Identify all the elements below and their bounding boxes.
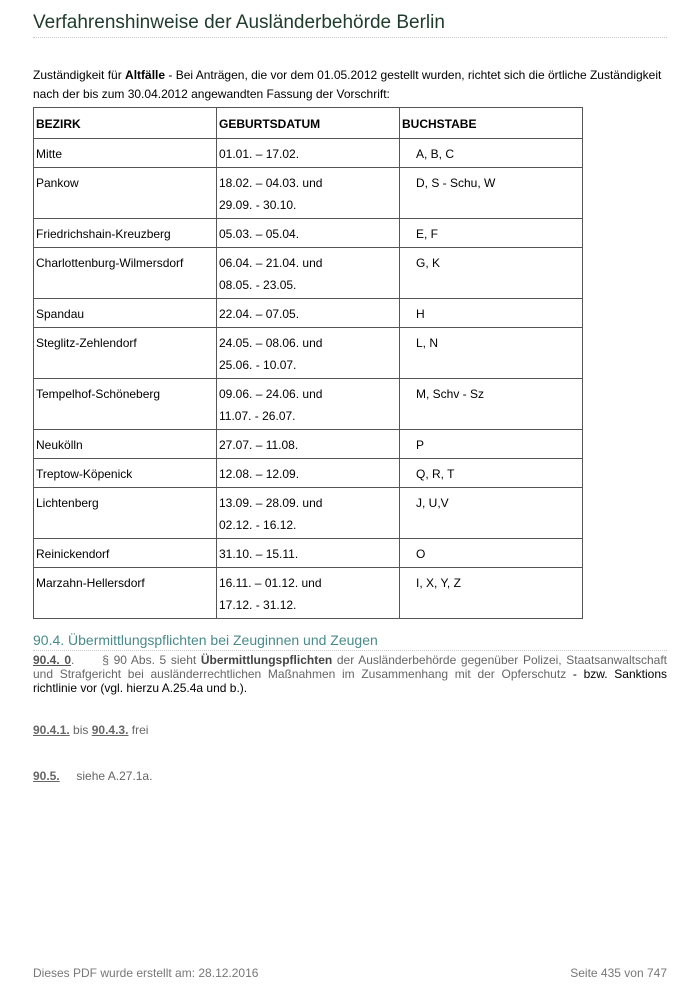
intro-bold: Altfälle (125, 68, 166, 82)
ref-link-90-5[interactable]: 90.5. (33, 769, 60, 783)
cell-bezirk: Charlottenburg-Wilmersdorf (34, 248, 217, 299)
date-range-2: 17.12. - 31.12. (219, 598, 297, 612)
cell-buchstabe: A, B, C (400, 139, 583, 168)
cell-buchstabe: H (400, 299, 583, 328)
cell-geburtsdatum (217, 139, 400, 168)
date-range-1: 31.10. – 15.11. (219, 547, 299, 561)
date-range-2: 02.12. - 16.12. (219, 518, 297, 532)
cell-bezirk: Friedrichshain-Kreuzberg (34, 219, 217, 248)
intro-paragraph (33, 66, 667, 104)
table-row (34, 219, 583, 248)
header-bezirk: BEZIRK (34, 108, 217, 139)
table-row (34, 459, 583, 488)
cell-bezirk: Tempelhof-Schöneberg (34, 379, 217, 430)
cell-bezirk: Lichtenberg (34, 488, 217, 539)
cell-bezirk: Treptow-Köpenick (34, 459, 217, 488)
para-text-mid: der Ausländerbehörde gegenüber Polizei, Staatsanwaltschaft und Strafgericht bei ausländerrechtlichen Maßnahmen im Zusammenhang mit der Opferschutz (33, 653, 667, 681)
zustaendigkeit-table (33, 107, 583, 619)
siehe-text: siehe A.27.1a. (76, 769, 153, 783)
header-buchstabe: BUCHSTABE (400, 108, 583, 139)
para-text-pre: § 90 Abs. 5 sieht (102, 653, 201, 667)
cell-buchstabe: G, K (400, 248, 583, 299)
table-row (34, 248, 583, 299)
table-row (34, 539, 583, 568)
cell-geburtsdatum (217, 488, 400, 539)
table-row (34, 139, 583, 168)
frei-text: frei (131, 723, 149, 737)
cell-bezirk: Spandau (34, 299, 217, 328)
cell-geburtsdatum (217, 248, 400, 299)
footer-created-date: Dieses PDF wurde erstellt am: 28.12.2016 (33, 966, 259, 980)
table-row (34, 488, 583, 539)
cell-buchstabe: P (400, 430, 583, 459)
date-range-1: 09.06. – 24.06. und (219, 387, 323, 401)
date-range-1: 24.05. – 08.06. und (219, 336, 323, 350)
date-range-2: 25.06. - 10.07. (219, 358, 297, 372)
cell-bezirk: Mitte (34, 139, 217, 168)
cell-buchstabe: Q, R, T (400, 459, 583, 488)
bis-text: bis (73, 723, 89, 737)
cell-buchstabe: I, X, Y, Z (400, 568, 583, 619)
cell-bezirk: Reinickendorf (34, 539, 217, 568)
cell-bezirk: Marzahn-Hellersdorf (34, 568, 217, 619)
cell-buchstabe: E, F (400, 219, 583, 248)
cell-geburtsdatum (217, 539, 400, 568)
date-range-1: 13.09. – 28.09. und (219, 496, 323, 510)
table-row (34, 568, 583, 619)
header-divider (33, 37, 667, 38)
ref-line-90-4-1 (33, 723, 148, 737)
table-row (34, 299, 583, 328)
section-title: 90.4. Übermittlungspflichten bei Zeuginnen und Zeugen (33, 632, 378, 648)
date-range-1: 18.02. – 04.03. und (219, 176, 323, 190)
date-range-2: 29.09. - 30.10. (219, 198, 297, 212)
cell-buchstabe: L, N (400, 328, 583, 379)
cell-geburtsdatum (217, 219, 400, 248)
cell-geburtsdatum (217, 430, 400, 459)
cell-geburtsdatum (217, 568, 400, 619)
cell-bezirk: Neukölln (34, 430, 217, 459)
cell-buchstabe: D, S - Schu, W (400, 168, 583, 219)
cell-bezirk: Pankow (34, 168, 217, 219)
ref-comma: . (71, 653, 75, 667)
page-title: Verfahrenshinweise der Ausländerbehörde Berlin (33, 12, 445, 33)
ref-link-90-4-0[interactable]: 90.4. 0 (33, 653, 72, 667)
date-range-1: 16.11. – 01.12. und (219, 576, 322, 590)
ref-link-90-4-1[interactable]: 90.4.1. (33, 723, 70, 737)
intro-text: - Bei Anträgen, die vor dem 01.05.2012 gestellt wurden, richtet sich die örtliche Zuständigkeit nach der bis zum 30.04.2012 angewandten Fassung der Vorschrift: (33, 68, 662, 101)
cell-bezirk: Steglitz-Zehlendorf (34, 328, 217, 379)
date-range-1: 22.04. – 07.05. (219, 307, 300, 321)
date-range-2: 11.07. - 26.07. (219, 409, 296, 423)
cell-buchstabe: M, Schv - Sz (400, 379, 583, 430)
date-range-1: 27.07. – 11.08. (219, 438, 299, 452)
section-paragraph (33, 653, 667, 695)
table-row (34, 328, 583, 379)
cell-geburtsdatum (217, 379, 400, 430)
table-row (34, 168, 583, 219)
date-range-1: 05.03. – 05.04. (219, 227, 300, 241)
ref-link-90-4-3[interactable]: 90.4.3. (91, 723, 129, 737)
date-range-1: 01.01. – 17.02. (219, 147, 300, 161)
para-text-bold: Übermittlungspflichten (200, 653, 333, 667)
header-geburtsdatum: GEBURTSDATUM (217, 108, 400, 139)
para-text-dark: - bzw. Sanktions richtlinie vor (vgl. hierzu A.25.4a und b.). (33, 667, 667, 695)
cell-geburtsdatum (217, 328, 400, 379)
footer-page-number: Seite 435 von 747 (570, 966, 667, 980)
cell-geburtsdatum (217, 168, 400, 219)
cell-buchstabe: J, U,V (400, 488, 583, 539)
table-header-row (34, 108, 583, 139)
cell-buchstabe: O (400, 539, 583, 568)
date-range-2: 08.05. - 23.05. (219, 278, 297, 292)
date-range-1: 06.04. – 21.04. und (219, 256, 323, 270)
table-row (34, 430, 583, 459)
cell-geburtsdatum (217, 299, 400, 328)
table-row (34, 379, 583, 430)
date-range-1: 12.08. – 12.09. (219, 467, 300, 481)
cell-geburtsdatum (217, 459, 400, 488)
section-divider (33, 650, 667, 651)
ref-line-90-5 (33, 769, 152, 783)
intro-prefix: Zuständigkeit für (33, 68, 126, 82)
